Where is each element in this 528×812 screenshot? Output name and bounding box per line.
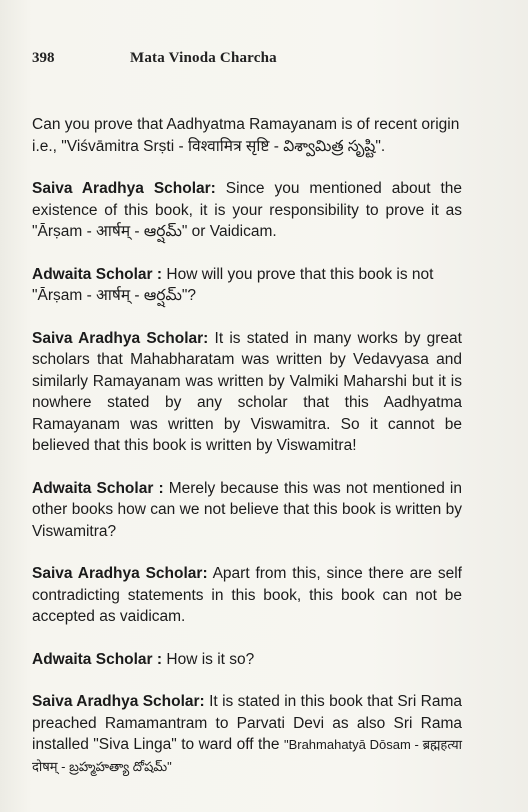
paragraph-adwaita-2 [32,478,462,543]
speaker-label: Saiva Aradhya Scholar: [32,565,208,582]
paragraph-text: Since you mentioned about the existence of this book, it is your responsibility to prove it as "Ārṣam - आर्षम् - ఆర్షమ్" or Vaidicam. [32,180,462,240]
paragraph-text: It is stated in this book that Sri Rama preached Ramamantram to Parvati Devi as also Sri Rama installed "Siva Linga" to ward off the [32,693,463,753]
paragraph-saiva-4 [32,691,462,777]
speaker-label: Adwaita Scholar : [32,265,163,283]
paragraph-saiva-3 [32,563,462,628]
speaker-label: Saiva Aradhya Scholar: [32,329,209,347]
paragraph-text: Apart from this, since there are self contradicting statements in this book, this book can not be accepted as vaidicam. [32,565,462,625]
page-number: 398 [32,50,55,66]
speaker-label: Adwaita Scholar : [32,479,164,497]
paragraph-text: It is stated in many works by great scholars that Mahabharatam was written by Vedavyasa and similarly Ramayanam was written by Valmiki Maharshi but it is nowhere stated by any scholar that this Aadhyatma Ramayanam was written by Viswamitra. So it cannot be believed that this book is written by Viswamitra! [32,329,462,454]
paragraph-question [32,114,462,157]
paragraph-text: Can you prove that Aadhyatma Ramayanam is of recent origin i.e., "Viśvāmitra Srṣti - विश्वामित्र सृष्टि - విశ్వామిత్ర సృష్టి". [32,116,460,155]
paragraph-adwaita-1 [32,264,462,307]
paragraph-text: How is it so? [166,650,255,668]
speaker-label: Saiva Aradhya Scholar: [32,180,216,197]
paragraph-saiva-1 [32,178,462,243]
paragraph-text: Merely because this was not mentioned in other books how can we not believe that this book is written by Viswamitra? [32,479,462,540]
running-title: Mata Vinoda Charcha [130,50,277,66]
paragraph-adwaita-3 [32,649,462,671]
speaker-label: Adwaita Scholar : [32,650,163,668]
page-body [32,114,462,798]
paragraph-tail: "Brahmahatyā Dōsam - ब्रह्महत्या दोषम् - బ్రహ్మహత్యా దోషమ్" [32,737,462,774]
paragraph-saiva-2 [32,328,462,457]
paragraph-text: How will you prove that this book is not "Ārṣam - आर्षम् - ఆర్షమ్"? [32,265,434,304]
speaker-label: Saiva Aradhya Scholar: [32,693,205,710]
